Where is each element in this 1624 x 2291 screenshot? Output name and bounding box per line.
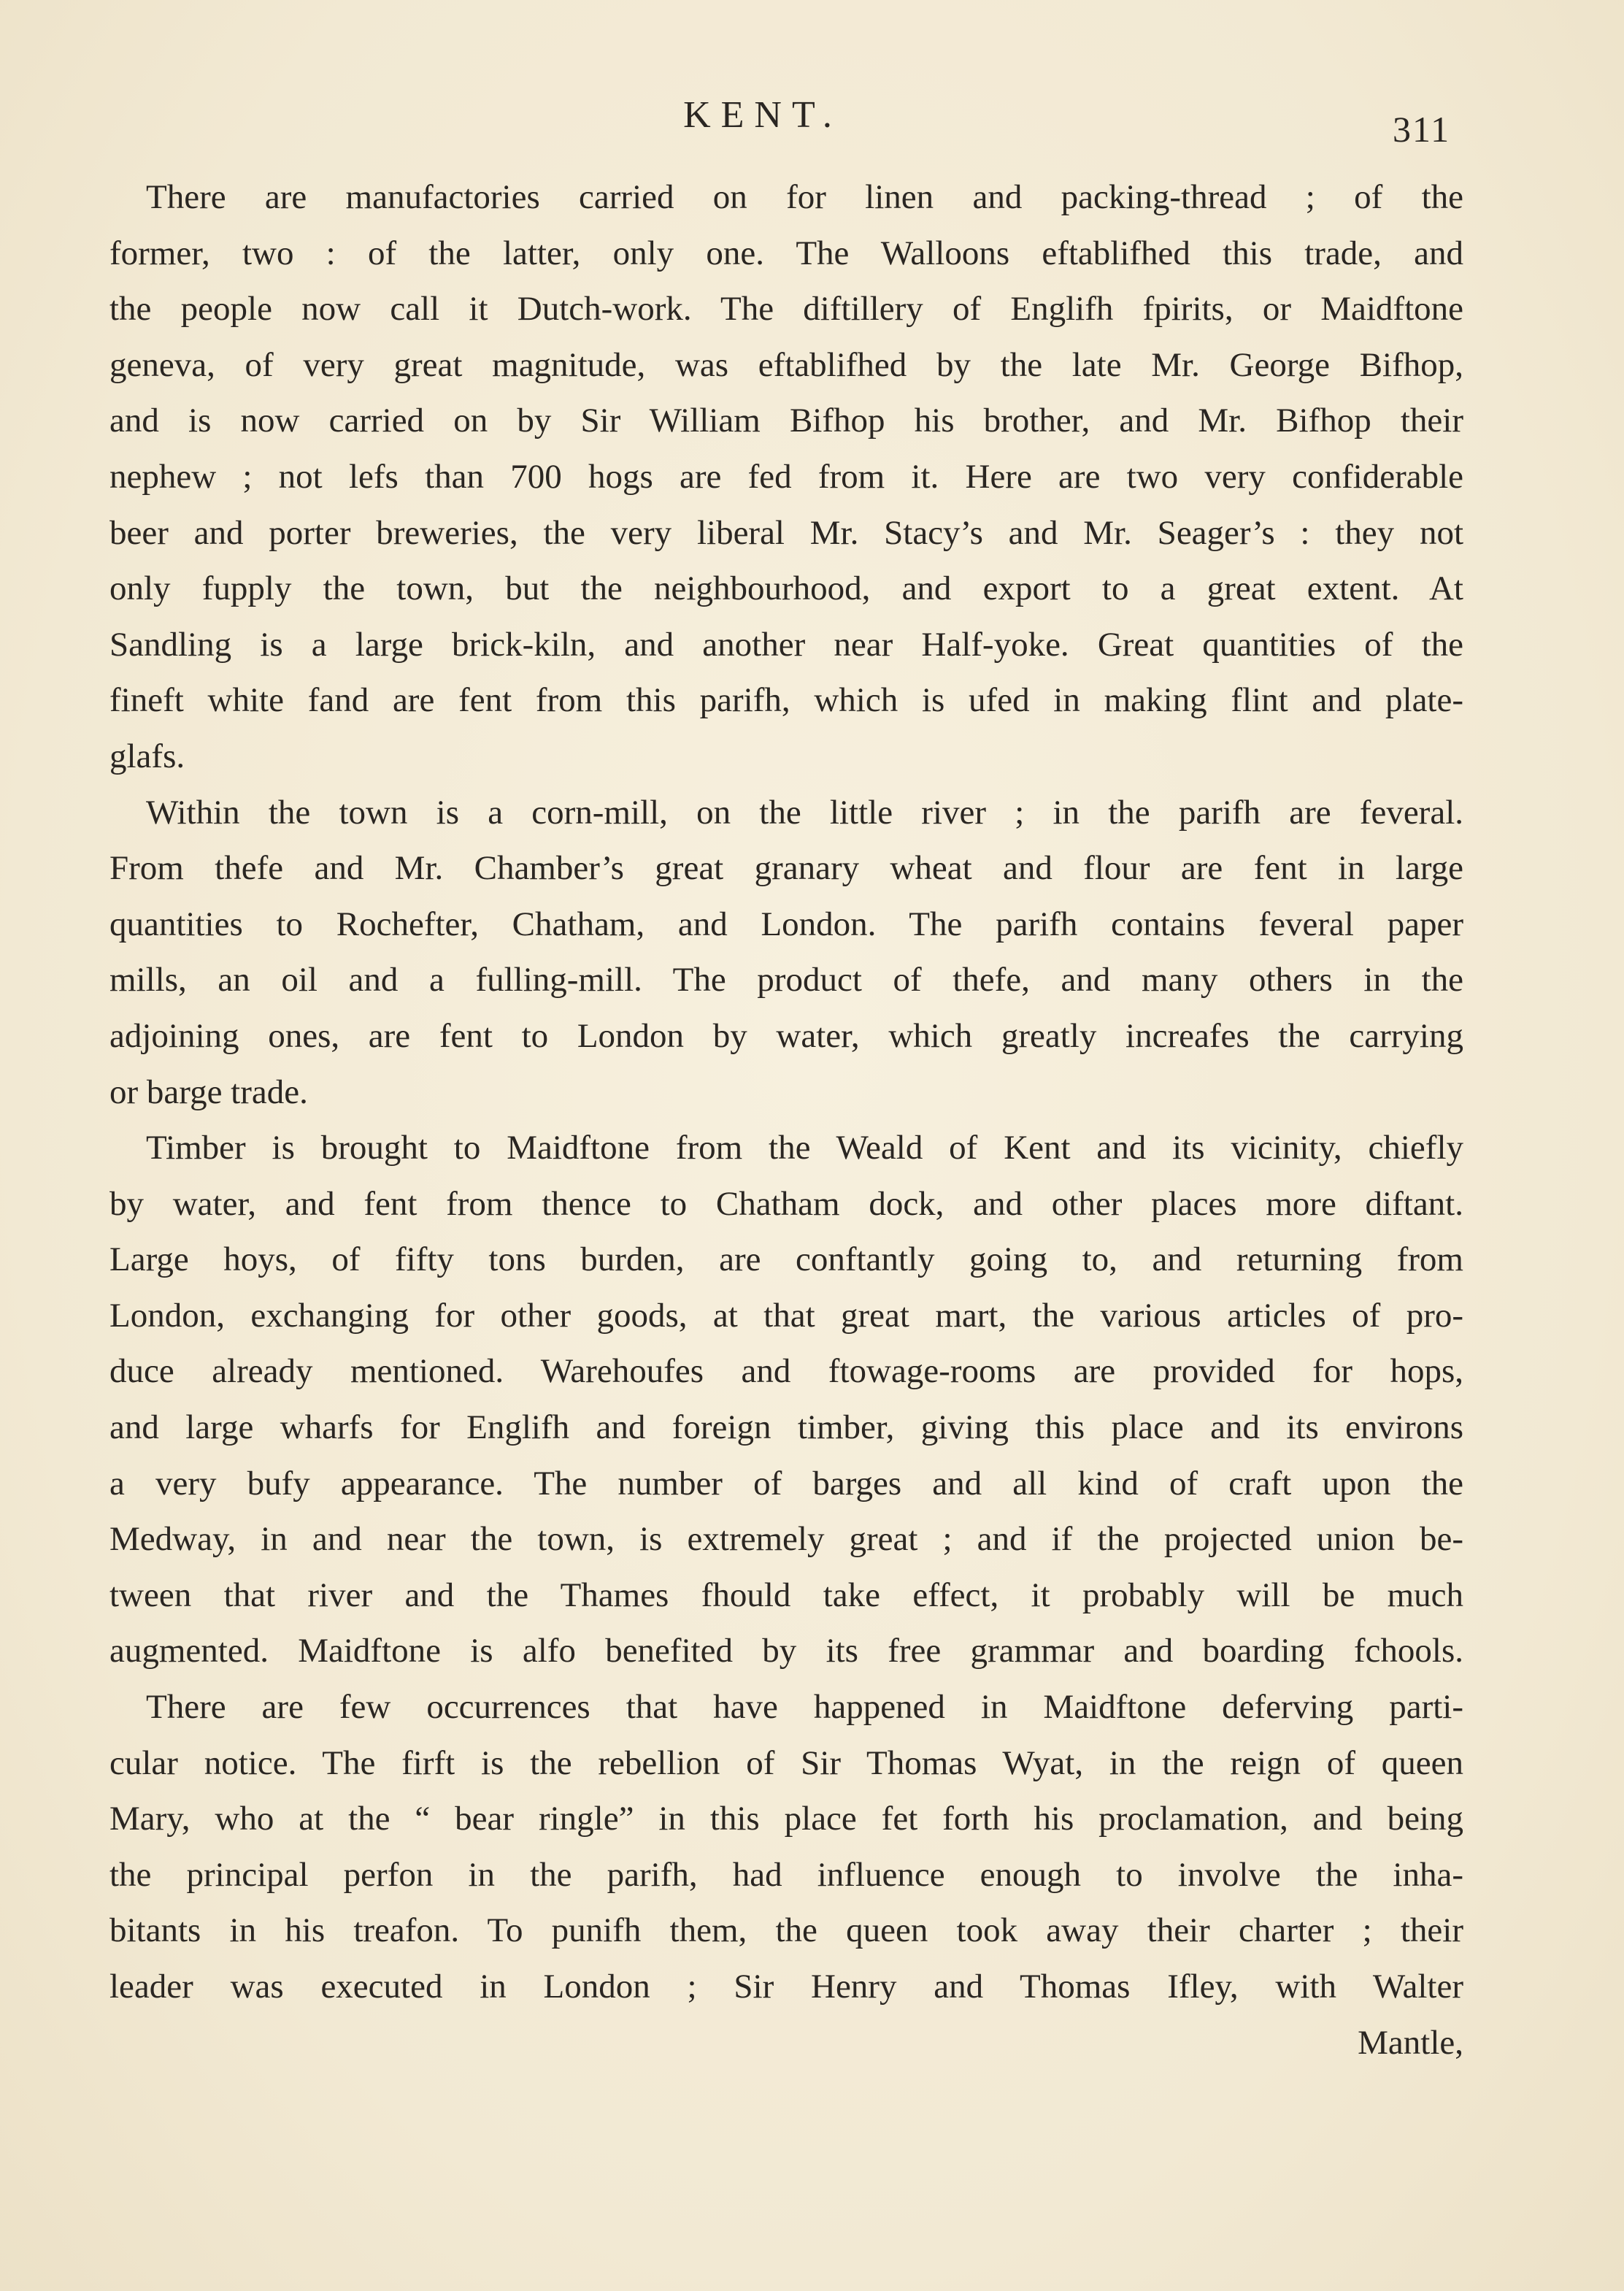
text-line: former, two : of the latter, only one. The Walloons eftablifhed this trade, and (109, 234, 1463, 272)
text-line: From thefe and Mr. Chamber’s great granary wheat and flour are fent in large (109, 849, 1463, 888)
text-line: beer and porter breweries, the very liberal Mr. Stacy’s and Mr. Seager’s : they not (109, 513, 1463, 552)
text-line: by water, and fent from thence to Chatham dock, and other places more diftant. (109, 1184, 1463, 1223)
text-line: Mantle, (1358, 2023, 1463, 2062)
text-line: Sandling is a large brick-kiln, and another near Half-yoke. Great quantities of the (109, 625, 1463, 664)
text-line: glafs. (109, 737, 185, 775)
text-line: nephew ; not lefs than 700 hogs are fed from it. Here are two very confiderable (109, 457, 1463, 496)
text-line: Large hoys, of fifty tons burden, are conftantly going to, and returning from (109, 1240, 1463, 1279)
text-line: the people now call it Dutch-work. The diftillery of Englifh fpirits, or Maidftone (109, 290, 1463, 329)
text-line: tween that river and the Thames fhould take effect, it probably will be much (109, 1576, 1463, 1614)
text-line: fineft white fand are fent from this parifh, which is ufed in making flint and plate- (109, 681, 1463, 720)
text-line: and is now carried on by Sir William Bifhop his brother, and Mr. Bifhop their (109, 402, 1463, 440)
text-line: Mary, who at the “ bear ringle” in this place fet forth his proclamation, and being (109, 1800, 1463, 1838)
text-line: cular notice. The firft is the rebellion of Sir Thomas Wyat, in the reign of queen (109, 1743, 1463, 1782)
text-line: and large wharfs for Englifh and foreign timber, giving this place and its environs (109, 1408, 1463, 1447)
text-line: leader was executed in London ; Sir Henry and Thomas Ifley, with Walter (109, 1968, 1463, 2006)
text-line: London, exchanging for other goods, at that great mart, the various articles of pro- (109, 1296, 1463, 1335)
text-line: or barge trade. (109, 1072, 308, 1111)
text-line: bitants in his treafon. To punifh them, the queen took away their charter ; their (109, 1911, 1463, 1950)
running-head: KENT. (683, 94, 842, 136)
text-line: the principal perfon in the parifh, had influence enough to involve the inha- (109, 1855, 1463, 1894)
text-line: augmented. Maidftone is alfo benefited by its free grammar and boarding fchools. (109, 1632, 1463, 1670)
page-header (0, 93, 1624, 152)
text-line: There are few occurrences that have happened in Maidftone deferving parti- (146, 1688, 1463, 1727)
text-line: There are manufactories carried on for linen and packing-thread ; of the (146, 178, 1463, 216)
text-line: Medway, in and near the town, is extremely great ; and if the projected union be- (109, 1520, 1463, 1559)
text-line: quantities to Rochefter, Chatham, and London. The parifh contains feveral paper (109, 905, 1463, 943)
text-line: duce already mentioned. Warehoufes and ftowage-rooms are provided for hops, (109, 1352, 1463, 1391)
text-line: Timber is brought to Maidftone from the Weald of Kent and its vicinity, chiefly (146, 1129, 1463, 1167)
text-line: Within the town is a corn-mill, on the little river ; in the parifh are feveral. (146, 793, 1463, 832)
text-line: only fupply the town, but the neighbourhood, and export to a great extent. At (109, 569, 1463, 608)
page-number: 311 (1393, 109, 1451, 150)
body-text (109, 169, 1463, 2071)
text-line: adjoining ones, are fent to London by water, which greatly increafes the carrying (109, 1016, 1463, 1055)
text-line: a very bufy appearance. The number of barges and all kind of craft upon the (109, 1464, 1463, 1503)
text-line: geneva, of very great magnitude, was eftablifhed by the late Mr. George Bifhop, (109, 345, 1463, 384)
text-line: mills, an oil and a fulling-mill. The product of thefe, and many others in the (109, 961, 1463, 999)
